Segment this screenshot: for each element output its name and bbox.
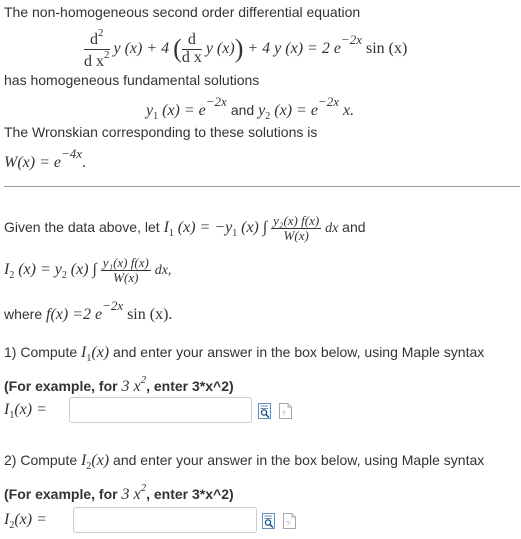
wronskian: $W(x) = e^{-4x}$.	[4, 146, 87, 171]
answer-2-label: $I_2(x)$ =	[4, 511, 47, 531]
question-1-prompt: 1) Compute $I_1(x)$ and enter your answer in the box below, using Maple syntax	[4, 344, 485, 364]
question-2-example: (For example, for 3 $x^2$, enter 3*x^2)	[4, 482, 234, 503]
svg-text:?: ?	[282, 411, 286, 418]
divider	[4, 186, 520, 187]
ode-equation: $\frac{d^2}{d x^2}$ y (x) + 4 ( $\frac{d}{\text{d x}}$ y (x)) + 4 y (x) = 2 $e^{-2x}$ sin (x)	[84, 27, 408, 70]
intro-line: The Wronskian corresponding to these solutions is	[4, 124, 318, 140]
preview-icon[interactable]	[258, 403, 271, 419]
maple-help-icon[interactable]	[283, 513, 296, 529]
second-derivative: $\frac{d^2}{d x^2}$	[84, 27, 110, 70]
integrand-fraction-2: $\frac{\text{y₁(x) f(x)}}{W(x)}$	[102, 255, 149, 285]
maple-help-icon[interactable]	[279, 403, 292, 419]
preview-icon[interactable]	[262, 513, 275, 529]
intro-line: has homogeneous fundamental solutions	[4, 72, 260, 88]
integrand-fraction-1: $\frac{\text{y₂(x) f(x)}}{W(x)}$	[273, 213, 320, 243]
fundamental-solutions: $y_1$ $(x) = e^{-2x}$ and $y_2$ $(x) = e^{-2x}$ x.	[146, 94, 355, 122]
answer-1-input[interactable]	[69, 397, 252, 423]
given-line-1: Given the data above, let $I_1$ $(x) = -y_1$ (x) ∫ $\frac{\text{y₂(x) f(x)}}{W(x)}$ dx and	[4, 213, 366, 243]
f-definition: where f(x) =2 e−2x sin (x).	[4, 298, 173, 323]
first-derivative: $\frac{d}{\text{d x}}$	[181, 31, 202, 66]
answer-1-label: $I_1(x)$ =	[4, 401, 47, 421]
given-line-2: $I_2$ $(x) = y_2$ (x) ∫ $\frac{\text{y₁(x) f(x)}}{W(x)}$ dx,	[4, 255, 172, 285]
question-2-prompt: 2) Compute $I_2(x)$ and enter your answer in the box below, using Maple syntax	[4, 452, 485, 472]
answer-2-input[interactable]	[73, 507, 257, 533]
svg-text:?: ?	[286, 521, 290, 528]
question-1-example: (For example, for 3 $x^2$, enter 3*x^2)	[4, 374, 234, 395]
intro-line: The non-homogeneous second order differential equation	[4, 4, 361, 20]
